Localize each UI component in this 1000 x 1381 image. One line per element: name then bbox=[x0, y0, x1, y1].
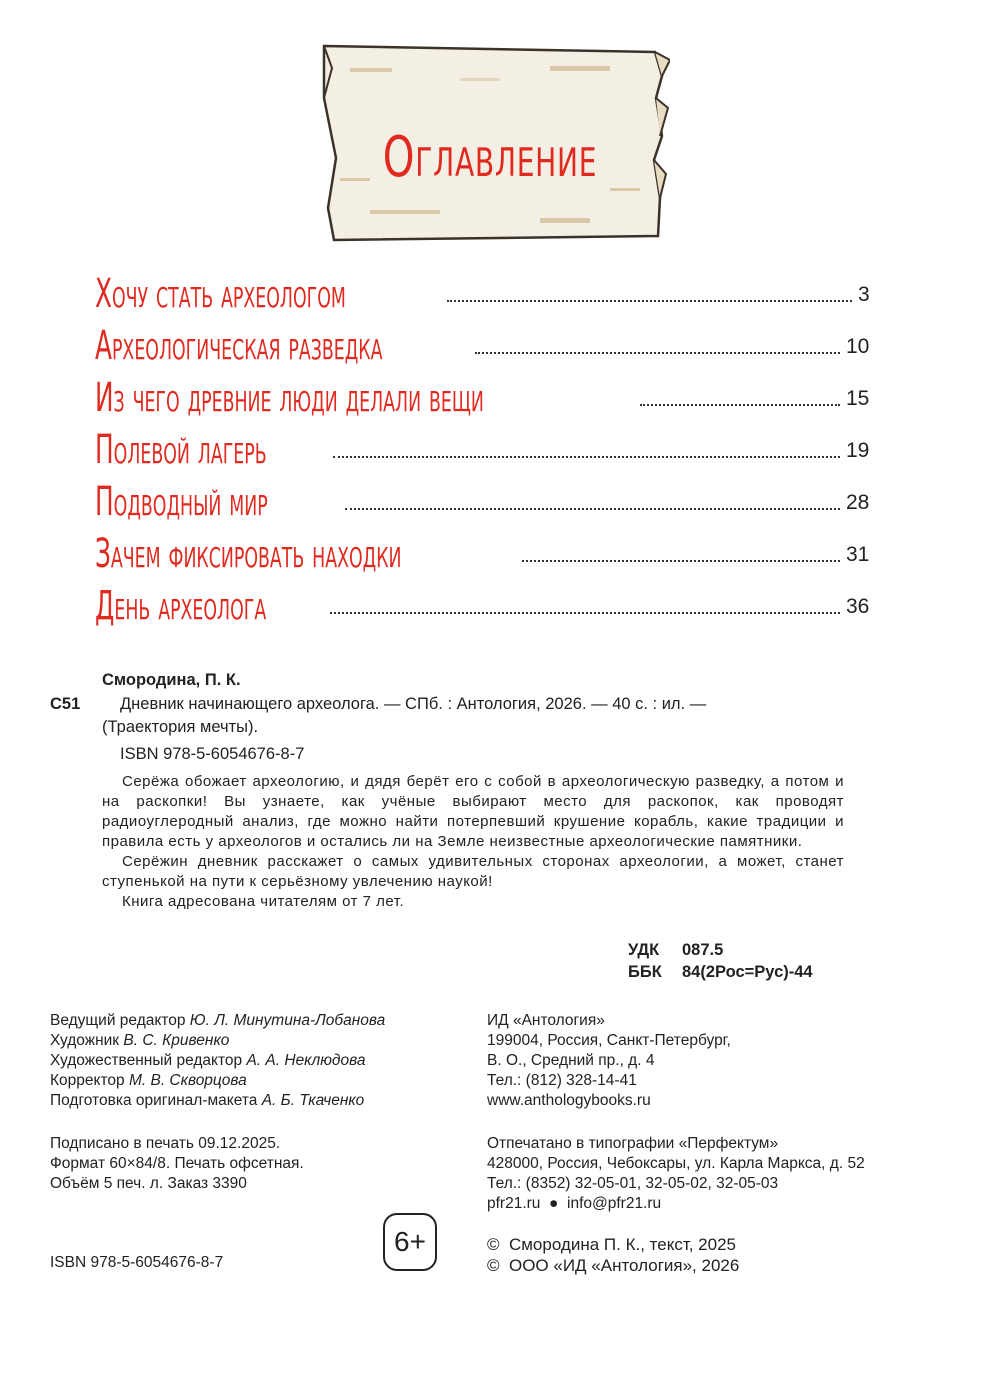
catalog-code: С51 bbox=[50, 695, 81, 713]
credit-name: А. Б. Ткаченко bbox=[261, 1092, 365, 1109]
printer-line: Отпечатано в типографии «Перфектум» bbox=[487, 1135, 779, 1152]
toc-dot-leader bbox=[333, 456, 840, 458]
toc-entry-title: Зачем фиксировать находки bbox=[95, 530, 402, 577]
toc-dot-leader bbox=[640, 404, 840, 406]
credit-line bbox=[50, 1010, 385, 1031]
copyright-line: © Смородина П. К., текст, 2025 bbox=[487, 1235, 736, 1254]
credit-role: Ведущий редактор bbox=[50, 1012, 186, 1029]
print-info-line: Подписано в печать 09.12.2025. bbox=[50, 1135, 281, 1152]
toc-entry[interactable] bbox=[95, 314, 559, 369]
toc-dot-leader bbox=[447, 300, 852, 302]
credit-role: Художественный редактор bbox=[50, 1052, 243, 1069]
toc-entry-title: Археологическая разведка bbox=[95, 322, 383, 369]
toc-dot-leader bbox=[475, 352, 840, 354]
toc-entry-title: Из чего древние люди делали вещи bbox=[95, 374, 484, 421]
toc-entry[interactable] bbox=[95, 574, 371, 629]
print-info-line: Формат 60×84/8. Печать офсетная. bbox=[50, 1155, 304, 1172]
credit-line bbox=[50, 1030, 229, 1051]
credit-line bbox=[50, 1050, 365, 1071]
credit-line bbox=[50, 1090, 364, 1111]
publisher-line: Тел.: (812) 328-14-41 bbox=[487, 1072, 637, 1089]
toc-entry[interactable] bbox=[95, 262, 500, 317]
catalog-title-line2: (Траектория мечты). bbox=[102, 718, 259, 736]
credit-name: А. А. Неклюдова bbox=[246, 1052, 366, 1069]
annotation-paragraph: Серёжа обожает археологию, и дядя берёт его с собой в археологическую разведку, а потом и на раскопки! Вы узнаете, как учёные выбирают место для раскопок, как проводят радиоуглеродный анализ, где можно найти потерпевший крушение корабль, какие традиции и правила есть у археологов и остались ли на Земле неизвестные археологические памятники. bbox=[102, 773, 844, 850]
udk-value: 087.5 bbox=[682, 941, 724, 959]
toc-page-number: 3 bbox=[858, 283, 870, 306]
toc-dot-leader bbox=[345, 508, 840, 510]
credit-role: Корректор bbox=[50, 1072, 125, 1089]
publisher-website-link[interactable]: www.anthologybooks.ru bbox=[487, 1092, 651, 1109]
credit-role: Художник bbox=[50, 1032, 120, 1049]
toc-entry-title: Полевой лагерь bbox=[95, 426, 267, 473]
credit-name: М. В. Скворцова bbox=[128, 1072, 247, 1089]
bbk-value: 84(2Рос=Рус)-44 bbox=[682, 963, 813, 981]
udk-label: УДК bbox=[628, 941, 660, 959]
publisher-line: В. О., Средний пр., д. 4 bbox=[487, 1052, 655, 1069]
toc-page-number: 28 bbox=[846, 491, 870, 514]
credit-role: Подготовка оригинал-макета bbox=[50, 1092, 258, 1109]
credit-name: Ю. Л. Минутина-Лобанова bbox=[189, 1012, 386, 1029]
toc-entry[interactable] bbox=[95, 366, 722, 421]
annotation bbox=[102, 772, 844, 912]
credit-line bbox=[50, 1070, 247, 1091]
publisher-line: ИД «Антология» bbox=[487, 1012, 605, 1029]
printer-line: 428000, Россия, Чебоксары, ул. Карла Маркса, д. 52 bbox=[487, 1155, 865, 1172]
copyright-line: © ООО «ИД «Антология», 2026 bbox=[487, 1256, 740, 1275]
publisher-line: 199004, Россия, Санкт-Петербург, bbox=[487, 1032, 731, 1049]
toc-page-number: 10 bbox=[846, 335, 870, 358]
toc-entry[interactable] bbox=[95, 522, 589, 577]
toc-page-number: 31 bbox=[846, 543, 870, 566]
contents-heading: Оглавление bbox=[382, 125, 598, 190]
bottom-isbn: ISBN 978-5-6054676-8-7 bbox=[50, 1254, 224, 1271]
printer-contacts[interactable]: pfr21.ru ● info@pfr21.ru bbox=[487, 1195, 662, 1212]
toc-page-number: 36 bbox=[846, 595, 870, 618]
printer-line: Тел.: (8352) 32-05-01, 32-05-02, 32-05-03 bbox=[487, 1175, 779, 1192]
toc-entry-title: День археолога bbox=[95, 582, 267, 629]
catalog-title-line1: Дневник начинающего археолога. — СПб. : Антология, 2026. — 40 с. : ил. — bbox=[120, 695, 707, 713]
age-rating-badge: 6+ bbox=[383, 1213, 437, 1271]
toc-entry[interactable] bbox=[95, 418, 372, 473]
annotation-paragraph: Серёжин дневник расскажет о самых удивительных сторонах археологии, а может, станет ступенькой на пути к серьёзному увлечению наукой! bbox=[102, 853, 844, 890]
toc-entry-title: Подводный мир bbox=[95, 478, 268, 525]
catalog-isbn: ISBN 978-5-6054676-8-7 bbox=[120, 745, 305, 763]
toc-page-number: 15 bbox=[846, 387, 870, 410]
catalog-author: Смородина, П. К. bbox=[102, 671, 241, 689]
toc-dot-leader bbox=[330, 612, 840, 614]
print-info-line: Объём 5 печ. л. Заказ 3390 bbox=[50, 1175, 247, 1192]
toc-entry-title: Хочу стать археологом bbox=[95, 270, 346, 317]
toc-dot-leader bbox=[522, 560, 840, 562]
toc-entry[interactable] bbox=[95, 470, 374, 525]
annotation-paragraph: Книга адресована читателям от 7 лет. bbox=[122, 893, 405, 910]
credit-name: В. С. Кривенко bbox=[123, 1032, 230, 1049]
bbk-label: ББК bbox=[628, 963, 662, 981]
toc-page-number: 19 bbox=[846, 439, 870, 462]
contents-scroll bbox=[310, 38, 670, 248]
